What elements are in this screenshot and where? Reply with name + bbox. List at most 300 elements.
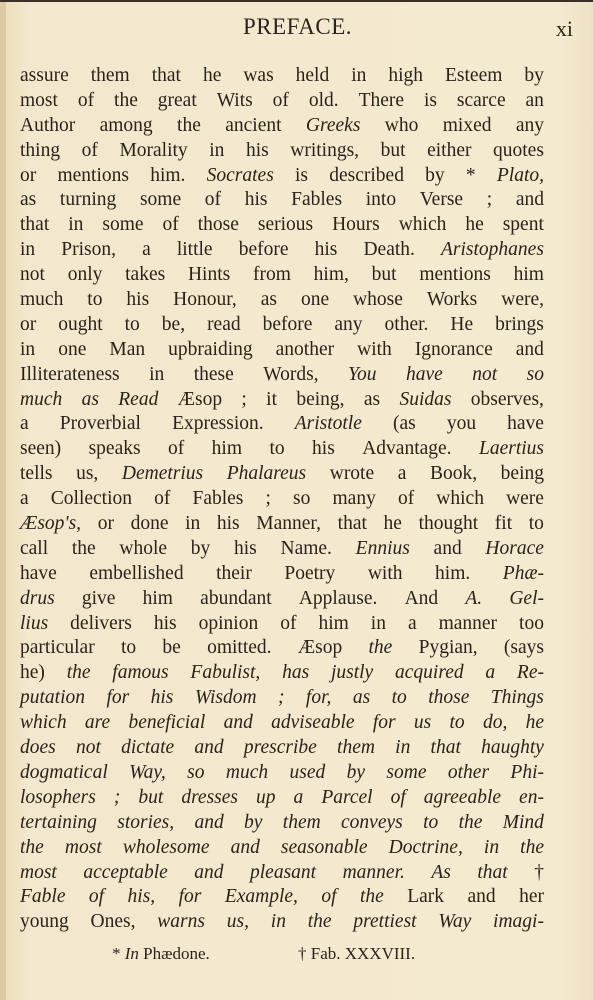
word: much: [225, 761, 269, 783]
word: ought: [58, 313, 103, 335]
word: of: [162, 214, 179, 236]
word: were,: [501, 289, 544, 311]
word: to: [120, 637, 137, 659]
text-line: [20, 64, 544, 89]
text-line: [20, 686, 544, 711]
text-line: [20, 388, 544, 413]
word: the: [114, 89, 138, 111]
word: for: [178, 886, 202, 908]
word: conveys: [341, 811, 403, 833]
word: Re-: [516, 662, 544, 684]
word: putation: [20, 687, 86, 709]
word: the: [177, 114, 201, 136]
word: a: [142, 239, 151, 261]
text-line: [20, 811, 544, 836]
word: a: [397, 463, 407, 485]
word: these: [193, 363, 234, 385]
word: he: [202, 65, 222, 86]
word: he: [383, 513, 402, 535]
word: whole: [119, 537, 168, 559]
word: great: [157, 89, 197, 111]
word: of: [280, 612, 297, 634]
word: turning: [59, 189, 117, 211]
word: by: [190, 537, 211, 559]
word: pleasant: [250, 861, 317, 883]
word: not: [20, 264, 45, 286]
word: seasonable: [280, 836, 368, 858]
page-gutter: [0, 0, 6, 1000]
word: too: [519, 612, 544, 634]
footnote-plato: [112, 942, 210, 966]
word: prettiest: [353, 911, 417, 933]
word: of: [204, 189, 222, 211]
word: being,: [296, 388, 345, 410]
word: before: [262, 313, 313, 335]
word: agreeable: [423, 786, 502, 808]
word: Collection: [50, 488, 133, 510]
text-line: [20, 761, 544, 786]
word: was: [243, 65, 274, 86]
word: Aristotle: [294, 413, 362, 435]
word: so: [526, 363, 544, 385]
word: in: [20, 338, 36, 360]
word: Lark: [407, 886, 445, 908]
word: in: [483, 836, 500, 858]
word: by: [425, 164, 445, 186]
word: of: [81, 139, 98, 161]
word: his: [312, 438, 335, 460]
word: scarce: [456, 89, 506, 111]
word: or: [20, 313, 37, 335]
word: by: [524, 65, 544, 86]
word: he): [20, 662, 45, 684]
word: acquired: [395, 662, 464, 684]
word: Morality: [119, 139, 188, 161]
word: to: [87, 289, 103, 311]
word: in: [209, 139, 225, 161]
word: Mind: [502, 811, 544, 833]
word: other.: [384, 313, 429, 335]
word: that: [337, 513, 367, 535]
word: her: [519, 886, 544, 908]
word: some: [386, 761, 427, 783]
word: him,: [313, 264, 349, 286]
word: either: [427, 139, 472, 161]
word: Ennius: [355, 537, 410, 559]
word: much: [20, 388, 63, 410]
word: and: [194, 811, 224, 833]
word: whose: [353, 289, 403, 311]
word: most: [64, 836, 102, 858]
word: Manner,: [256, 513, 322, 535]
word: acceptable: [83, 861, 168, 883]
word: warns: [157, 911, 205, 933]
text-line: [20, 188, 544, 213]
word: of: [321, 886, 337, 908]
word: Way: [438, 911, 472, 933]
top-rule: [0, 0, 593, 2]
word: wholesome: [122, 836, 210, 858]
word: Name.: [280, 537, 332, 559]
word: mixed: [442, 114, 492, 136]
word: Horace: [485, 537, 544, 559]
word: thing: [20, 139, 61, 161]
word: young: [20, 911, 69, 933]
word: Example,: [224, 886, 298, 908]
word: is: [423, 89, 437, 111]
word: Fables: [291, 189, 343, 211]
word: and: [194, 737, 224, 759]
running-header: [20, 14, 575, 48]
word: writings,: [290, 139, 360, 161]
word: Phalareus: [226, 463, 307, 485]
word: takes: [125, 264, 166, 286]
word: *: [465, 164, 476, 186]
word: and: [467, 886, 496, 908]
word: Fables: [192, 488, 244, 510]
word: them: [337, 737, 375, 759]
text-line: [20, 139, 544, 164]
word: his: [314, 239, 338, 261]
word: old.: [308, 89, 339, 111]
word: the: [71, 537, 96, 559]
text-line: [20, 164, 544, 189]
word: speaks: [88, 438, 141, 460]
word: has: [282, 662, 310, 684]
word: any: [515, 114, 544, 136]
word: prescribe: [243, 737, 317, 759]
word: Æsop's,: [20, 513, 82, 535]
word: as: [20, 189, 37, 211]
word: Demetrius: [121, 463, 204, 485]
word: the: [520, 836, 544, 858]
word: †: [534, 861, 544, 883]
word: his: [150, 687, 174, 709]
word: Esteem: [445, 65, 503, 86]
word: adviseable: [271, 712, 355, 734]
footnote-italic: In: [124, 944, 139, 963]
word: Phi-: [510, 761, 544, 783]
word: Fabulist,: [190, 662, 261, 684]
word: as: [363, 388, 381, 410]
word: in: [370, 612, 386, 634]
word: There: [358, 89, 405, 111]
word: many: [332, 488, 376, 510]
word: is: [295, 164, 309, 186]
text-line: [20, 537, 544, 562]
word: dogmatical: [20, 761, 108, 783]
word: as: [352, 687, 371, 709]
text-line: [20, 786, 544, 811]
word: Advantage.: [362, 438, 452, 460]
body-text: [20, 64, 544, 935]
word: described: [329, 164, 404, 186]
word: fit: [494, 513, 513, 535]
word: used: [289, 761, 326, 783]
word: ;: [486, 189, 493, 211]
text-line: [20, 562, 544, 587]
word: him: [318, 612, 349, 634]
word: other: [447, 761, 490, 783]
word: and: [433, 537, 462, 559]
word: Laertius: [478, 438, 544, 460]
word: in: [68, 214, 84, 236]
text-line: [20, 114, 544, 139]
word: for: [106, 687, 130, 709]
word: Plato,: [496, 164, 544, 186]
text-line: [20, 512, 544, 537]
word: wrote: [329, 463, 375, 485]
word: only: [67, 264, 103, 286]
word: Expression.: [172, 413, 264, 435]
word: which: [436, 488, 484, 510]
word: one: [300, 289, 330, 311]
text-line: [20, 288, 544, 313]
word: haughty: [481, 737, 544, 759]
word: be: [162, 637, 181, 659]
word: that: [20, 214, 50, 236]
word: Hours: [332, 214, 380, 236]
word: thought: [418, 513, 479, 535]
word: his: [126, 289, 150, 311]
word: it: [266, 388, 278, 410]
word: by: [244, 811, 263, 833]
word: assure: [20, 65, 69, 86]
word: were: [506, 488, 544, 510]
text-line: [20, 238, 544, 263]
word: be,: [161, 313, 186, 335]
word: not: [472, 363, 498, 385]
word: Man: [109, 338, 146, 360]
word: Honour,: [173, 289, 237, 311]
word: delivers: [70, 612, 132, 634]
word: him.: [435, 562, 471, 584]
word: the: [458, 811, 483, 833]
text-line: [20, 412, 544, 437]
word: to: [449, 712, 465, 734]
word: that: [151, 65, 181, 86]
word: to: [124, 313, 140, 335]
word: a: [485, 662, 496, 684]
word: but: [380, 139, 406, 161]
word: does: [20, 737, 56, 759]
word: Verse: [419, 189, 464, 211]
text-line: [20, 661, 544, 686]
text-line: [20, 910, 544, 935]
word: beneficial: [128, 712, 206, 734]
word: have: [406, 363, 443, 385]
word: Aristophanes: [440, 239, 544, 261]
word: He: [450, 313, 474, 335]
word: embellished: [89, 562, 184, 584]
word: of: [397, 488, 415, 510]
word: some: [139, 189, 182, 211]
word: dresses: [181, 786, 239, 808]
word: Read: [118, 388, 159, 410]
word: his: [234, 537, 257, 559]
word: his: [244, 189, 268, 211]
word: as: [260, 289, 277, 311]
word: losophers: [20, 786, 96, 808]
word: with: [357, 338, 392, 360]
word: he: [465, 214, 484, 236]
word: most: [20, 89, 58, 111]
word: Ones,: [90, 911, 136, 933]
word: his,: [127, 886, 156, 908]
word: and: [230, 836, 260, 858]
word: the: [368, 637, 393, 659]
word: him.: [150, 164, 186, 186]
word: us,: [226, 911, 249, 933]
word: ;: [278, 687, 285, 709]
word: his: [153, 612, 177, 634]
word: Words,: [263, 363, 319, 385]
word: the: [20, 836, 44, 858]
word: tertaining: [20, 811, 97, 833]
footnotes: [20, 942, 544, 966]
word: and: [515, 189, 544, 211]
word: stories,: [117, 811, 175, 833]
word: his: [216, 513, 240, 535]
word: Æsop: [177, 388, 223, 410]
page-title: PREFACE.: [242, 14, 353, 39]
word: Parcel: [321, 786, 373, 808]
word: Poetry: [284, 562, 336, 584]
word: or: [20, 164, 37, 186]
word: have: [20, 562, 57, 584]
word: in: [395, 737, 411, 759]
word: so: [293, 488, 311, 510]
word: done: [130, 513, 169, 535]
word: spent: [502, 214, 544, 236]
word: mentions: [57, 164, 129, 186]
word: in: [270, 911, 286, 933]
word: mentions: [419, 264, 491, 286]
word: one: [58, 338, 87, 360]
word: Works: [426, 289, 478, 311]
footnote-text: Phædone.: [138, 944, 210, 963]
word: famous: [112, 662, 169, 684]
word: abundant: [200, 587, 272, 609]
word: in: [20, 239, 36, 261]
word: but: [138, 786, 164, 808]
word: us: [413, 712, 432, 734]
text-line: [20, 711, 544, 736]
word: call: [20, 537, 49, 559]
word: A.: [465, 587, 483, 609]
text-line: [20, 437, 544, 462]
word: imagi-: [493, 911, 544, 933]
word: so: [187, 761, 205, 783]
word: which: [20, 712, 67, 734]
word: Applause.: [298, 587, 378, 609]
word: those: [197, 214, 239, 236]
word: him: [211, 438, 243, 460]
word: Phæ-: [502, 562, 544, 584]
word: with: [367, 562, 403, 584]
word: Suidas: [399, 388, 452, 410]
word: to: [391, 687, 407, 709]
word: particular: [20, 637, 95, 659]
word: read: [207, 313, 241, 335]
word: Death.: [363, 239, 415, 261]
word: Things: [490, 687, 544, 709]
text-line: [20, 313, 544, 338]
word: in: [149, 363, 165, 385]
word: held: [295, 65, 330, 86]
word: Æsop: [297, 637, 343, 659]
word: (says: [503, 637, 544, 659]
text-line: [20, 89, 544, 114]
word: in: [351, 65, 367, 86]
word: Doctrine,: [388, 836, 463, 858]
word: ;: [113, 786, 121, 808]
word: their: [216, 562, 252, 584]
word: upbraiding: [168, 338, 253, 360]
word: Prison,: [61, 239, 116, 261]
word: from: [253, 264, 291, 286]
word: he: [525, 712, 544, 734]
word: manner: [438, 612, 498, 634]
word: of: [272, 89, 289, 111]
word: give: [81, 587, 116, 609]
word: ancient: [225, 114, 282, 136]
word: opinion: [198, 612, 259, 634]
text-line: [20, 861, 544, 886]
word: Proverbial: [59, 413, 141, 435]
text-line: [20, 263, 544, 288]
word: a: [20, 488, 29, 510]
word: Illiterateness: [20, 363, 120, 385]
word: for,: [305, 687, 332, 709]
text-line: [20, 612, 544, 637]
word: brings: [495, 313, 544, 335]
word: have: [507, 413, 544, 435]
word: his: [245, 139, 269, 161]
word: some: [102, 214, 144, 236]
word: Hints: [187, 264, 231, 286]
text-line: [20, 836, 544, 861]
word: omitted.: [207, 637, 272, 659]
word: As: [431, 861, 451, 883]
word: Pygian,: [418, 637, 478, 659]
word: Gel-: [509, 587, 544, 609]
page-number: xi: [555, 16, 573, 41]
word: any: [334, 313, 363, 335]
word: Author: [20, 114, 76, 136]
word: that: [477, 861, 508, 883]
word: and: [515, 338, 544, 360]
word: an: [525, 89, 544, 111]
word: them: [90, 65, 130, 86]
word: him: [142, 587, 173, 609]
text-line: [20, 338, 544, 363]
word: of: [168, 438, 185, 460]
word: Ignorance: [414, 338, 493, 360]
word: And: [404, 587, 439, 609]
word: seen): [20, 438, 62, 460]
word: drus: [20, 587, 55, 609]
word: to: [528, 513, 544, 535]
word: are: [84, 712, 111, 734]
word: you: [446, 413, 477, 435]
word: the: [307, 911, 332, 933]
word: a: [20, 413, 29, 435]
word: ;: [241, 388, 247, 410]
word: en-: [519, 786, 544, 808]
word: to: [423, 811, 439, 833]
word: Fable: [20, 886, 66, 908]
